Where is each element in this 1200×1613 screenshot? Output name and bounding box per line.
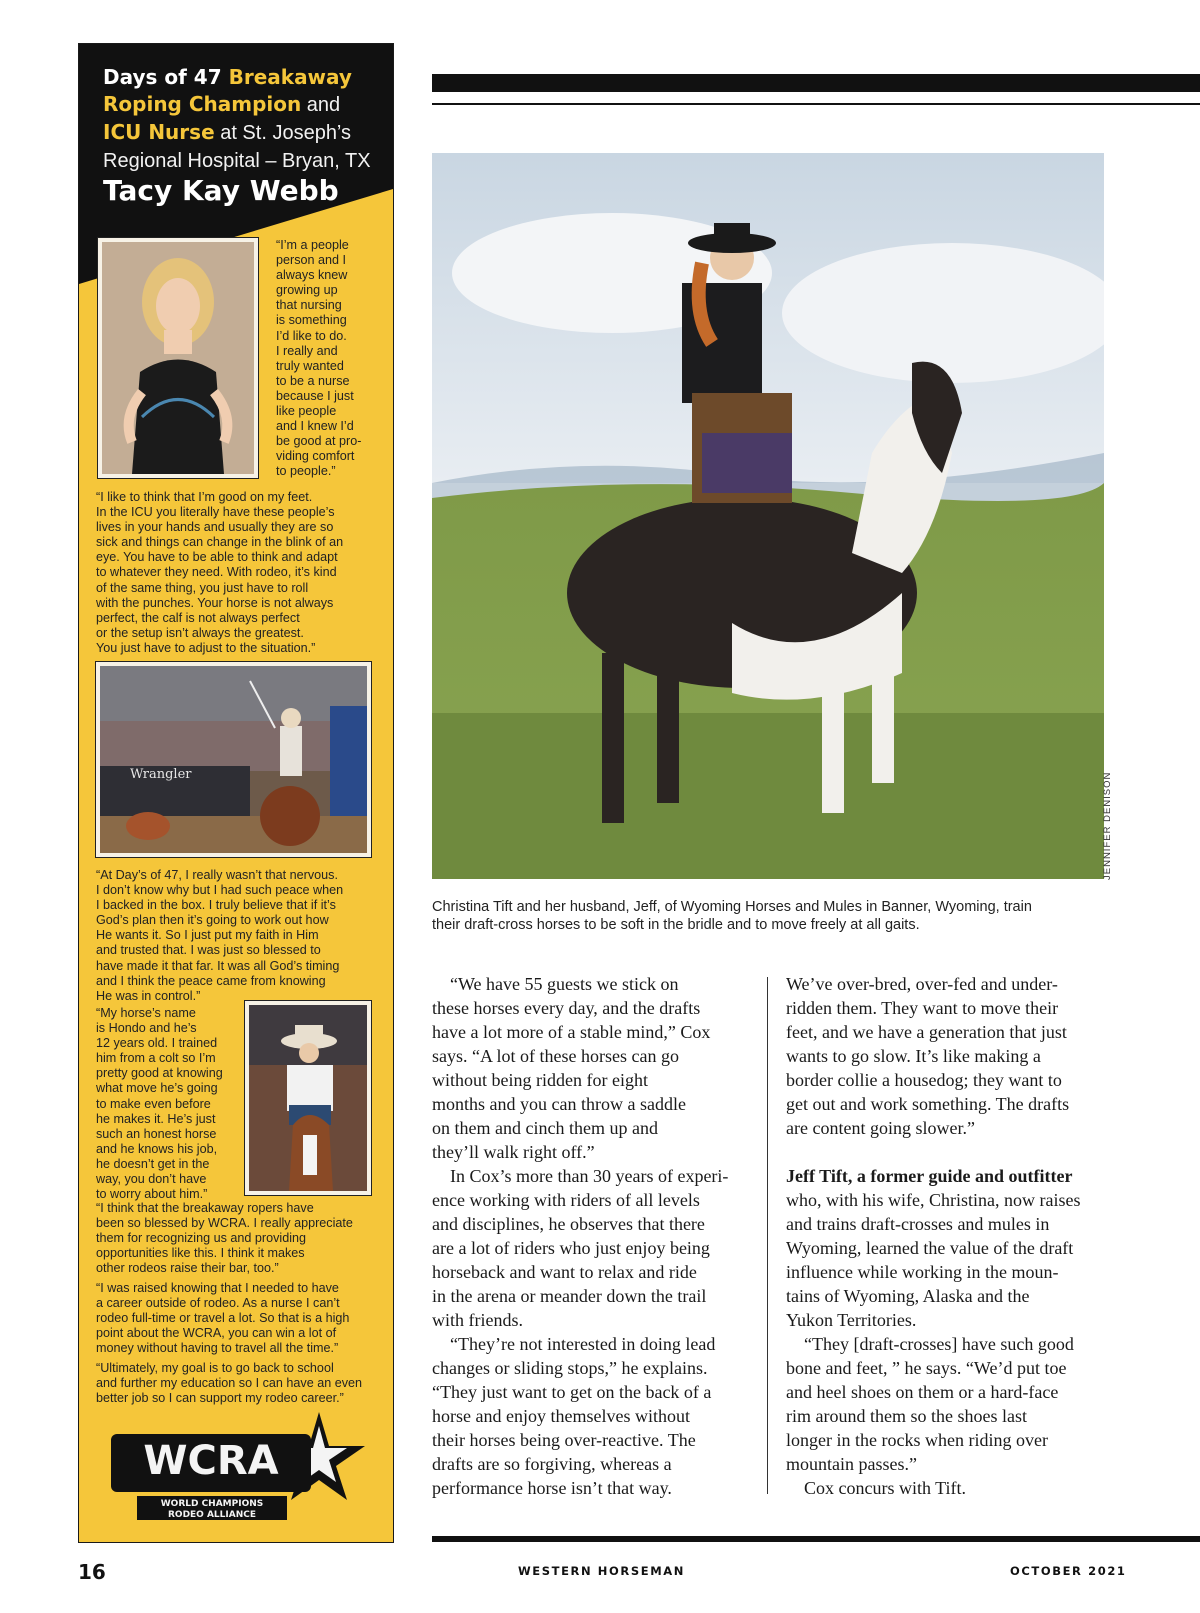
quote-line: always knew bbox=[276, 268, 348, 283]
quote-line: better job so I can support my rodeo career.” bbox=[96, 1391, 344, 1406]
quote-line: have made it that far. It was all God’s timing bbox=[96, 958, 340, 973]
caption-line: Christina Tift and her husband, Jeff, of Wyoming Horses and Mules in Banner, Wyoming, train bbox=[432, 899, 1032, 915]
quote-line: with the punches. Your horse is not always bbox=[96, 595, 334, 610]
article-line: “They just want to get on the back of a bbox=[432, 1382, 712, 1402]
quote-line: and trusted that. I was just so blessed to bbox=[96, 943, 321, 958]
quote-line: other rodeos raise their bar, too.” bbox=[96, 1261, 279, 1276]
portrait-photo bbox=[98, 238, 258, 478]
quote-line: and he knows his job, bbox=[96, 1141, 218, 1156]
quote-line: point about the WCRA, you can win a lot of bbox=[96, 1326, 337, 1341]
quote-line: is Hondo and he’s bbox=[96, 1021, 197, 1036]
article-line: are content going slower.” bbox=[786, 1118, 975, 1138]
article-line: without being ridden for eight bbox=[432, 1070, 648, 1090]
sidebar-name: Tacy Kay Webb bbox=[103, 174, 339, 207]
article-line: months and you can throw a saddle bbox=[432, 1094, 686, 1114]
top-rule-thin bbox=[432, 103, 1200, 105]
quote-line: I don’t know why but I had such peace when bbox=[96, 883, 344, 898]
bottom-rule bbox=[432, 1536, 1200, 1542]
wcra-logo bbox=[107, 1404, 367, 1524]
article-line: have a lot more of a stable mind,” Cox bbox=[432, 1022, 711, 1042]
quote-line: them for recognizing us and providing bbox=[96, 1231, 307, 1246]
top-rule-thick bbox=[432, 74, 1200, 92]
article-line: wants to go slow. It’s like making a bbox=[786, 1046, 1041, 1066]
quote-7 bbox=[96, 1361, 386, 1406]
quote-1 bbox=[276, 238, 388, 480]
horse-rider-photo bbox=[245, 1001, 371, 1195]
photo-caption bbox=[432, 898, 1112, 934]
article-line: bone and feet, ” he says. “We’d put toe bbox=[786, 1358, 1067, 1378]
quote-line: of the same thing, you just have to roll bbox=[96, 580, 309, 595]
quote-line: what move he’s going bbox=[96, 1081, 218, 1096]
article-line: on them and cinch them up and bbox=[432, 1118, 658, 1138]
article-column-right bbox=[786, 972, 1104, 1500]
article-line: are a lot of riders who just enjoy being bbox=[432, 1238, 710, 1258]
article-paragraph bbox=[432, 1164, 750, 1332]
quote-6 bbox=[96, 1281, 386, 1356]
article-line: drafts are so forgiving, whereas a bbox=[432, 1454, 672, 1474]
article-line: and disciplines, he observes that there bbox=[432, 1214, 705, 1234]
article-line: Cox concurs with Tift. bbox=[804, 1478, 967, 1498]
sidebar-box bbox=[78, 43, 394, 1543]
article-line: and trains draft-crosses and mules in bbox=[786, 1214, 1050, 1234]
quote-line: “I’m a people bbox=[276, 238, 349, 252]
rodeo-action-photo bbox=[96, 662, 371, 857]
portrait-image bbox=[102, 242, 254, 474]
quote-line: “I think that the breakaway ropers have bbox=[96, 1201, 314, 1215]
article-line: get out and work something. The drafts bbox=[786, 1094, 1070, 1114]
main-horse-image bbox=[432, 153, 1104, 879]
quote-line: perfect, the calf is not always perfect bbox=[96, 610, 300, 625]
wcra-logo-line1: WORLD CHAMPIONS bbox=[160, 1499, 264, 1509]
article-line: with friends. bbox=[432, 1310, 523, 1330]
wcra-logo-line2: RODEO ALLIANCE bbox=[167, 1510, 257, 1520]
quote-line: God’s plan then it’s going to work out how bbox=[96, 913, 329, 928]
quote-line: that nursing bbox=[276, 298, 342, 313]
quote-line: 12 years old. I trained bbox=[96, 1036, 218, 1051]
quote-line: rodeo full-time or travel a lot. So that is a high bbox=[96, 1311, 350, 1326]
quote-line: like people bbox=[276, 404, 337, 419]
quote-line: been so blessed by WCRA. I really appreciate bbox=[96, 1216, 353, 1231]
quote-line: “Ultimately, my goal is to go back to school bbox=[96, 1361, 334, 1375]
photo-credit: JENNIFER DENISON bbox=[1102, 771, 1113, 880]
article-line: changes or sliding stops,” he explains. bbox=[432, 1358, 708, 1378]
quote-line: way, you don’t have bbox=[96, 1172, 207, 1187]
caption-line: their draft-cross horses to be soft in the bridle and to move freely at all gaits. bbox=[432, 917, 920, 933]
quote-line: money without having to travel all the time.” bbox=[96, 1341, 339, 1356]
quote-line: and I knew I’d bbox=[276, 419, 354, 434]
quote-line: to whatever they need. With rodeo, it’s kind bbox=[96, 565, 337, 580]
quote-line: person and I bbox=[276, 253, 347, 268]
quote-line: I backed in the box. I truly believe that if it’s bbox=[96, 898, 336, 913]
quote-line: You just have to adjust to the situation.” bbox=[96, 640, 316, 655]
quote-line: I’d like to do. bbox=[276, 328, 347, 343]
article-line: their horses being over-reactive. The bbox=[432, 1430, 696, 1450]
quote-line: pretty good at knowing bbox=[96, 1066, 223, 1081]
quote-line: because I just bbox=[276, 388, 354, 403]
quote-2 bbox=[96, 490, 386, 656]
quote-line: to worry about him.” bbox=[96, 1187, 208, 1202]
wcra-logo-text: WCRA bbox=[143, 1438, 279, 1484]
article-line: influence while working in the moun- bbox=[786, 1262, 1059, 1282]
article-line: these horses every day, and the drafts bbox=[432, 998, 701, 1018]
article-line: who, with his wife, Christina, now raises bbox=[786, 1190, 1081, 1210]
article-line: “They’re not interested in doing lead bbox=[450, 1334, 716, 1354]
article-line: In Cox’s more than 30 years of experi- bbox=[450, 1166, 729, 1186]
article-line: horse and enjoy themselves without bbox=[432, 1406, 690, 1426]
quote-line: to make even before bbox=[96, 1096, 211, 1111]
rodeo-image bbox=[100, 666, 367, 853]
article-line: mountain passes.” bbox=[786, 1454, 917, 1474]
quote-line: I really and bbox=[276, 343, 338, 358]
quote-line: He wants it. So I just put my faith in Him bbox=[96, 928, 319, 943]
quote-3 bbox=[96, 868, 386, 1004]
paragraph-gap bbox=[786, 1140, 1104, 1164]
article-line: performance horse isn’t that way. bbox=[432, 1478, 672, 1498]
quote-line: viding comfort bbox=[276, 449, 355, 464]
quote-line: he makes it. He’s just bbox=[96, 1111, 216, 1126]
quote-line: he doesn’t get in the bbox=[96, 1156, 210, 1171]
article-line: horseback and want to relax and ride bbox=[432, 1262, 697, 1282]
horse-rider-image bbox=[249, 1005, 367, 1191]
quote-line: is something bbox=[276, 313, 347, 328]
quote-line: “I was raised knowing that I needed to have bbox=[96, 1281, 339, 1295]
quote-line: a career outside of rodeo. As a nurse I can’t bbox=[96, 1296, 340, 1311]
quote-line: He was in control.” bbox=[96, 988, 201, 1003]
quote-line: to be a nurse bbox=[276, 373, 350, 388]
article-line: “They [draft-crosses] have such good bbox=[804, 1334, 1074, 1354]
quote-line: growing up bbox=[276, 283, 338, 298]
article-line: Wyoming, learned the value of the draft bbox=[786, 1238, 1074, 1258]
quote-4 bbox=[96, 1006, 256, 1202]
article-line: and heel shoes on them or a hard-face bbox=[786, 1382, 1059, 1402]
quote-line: and further my education so I can have an even bbox=[96, 1376, 363, 1391]
main-horse-photo bbox=[432, 153, 1104, 879]
quote-line: sick and things can change in the blink of an bbox=[96, 535, 344, 550]
article-paragraph bbox=[432, 972, 750, 1164]
sidebar-headline: Days of 47 Breakaway Roping Champion and ICU Nurse at St. Joseph’s Regional Hospital – Bryan, TX bbox=[103, 65, 371, 172]
quote-line: “My horse’s name bbox=[96, 1006, 196, 1020]
quote-line: or the setup isn’t always the greatest. bbox=[96, 625, 304, 640]
article-line: feet, and we have a generation that just bbox=[786, 1022, 1067, 1042]
article-line: border collie a housedog; they want to bbox=[786, 1070, 1062, 1090]
quote-line: lives in your hands and usually they are so bbox=[96, 520, 334, 535]
page-number: 16 bbox=[78, 1560, 106, 1584]
article-line: says. “A lot of these horses can go bbox=[432, 1046, 679, 1066]
article-line: ence working with riders of all levels bbox=[432, 1190, 700, 1210]
quote-line: and I think the peace came from knowing bbox=[96, 973, 326, 988]
article-column-left bbox=[432, 972, 750, 1500]
quote-line: eye. You have to be able to think and adapt bbox=[96, 550, 338, 565]
article-line: in the arena or meander down the trail bbox=[432, 1286, 707, 1306]
article-line: ridden them. They want to move their bbox=[786, 998, 1059, 1018]
quote-line: In the ICU you literally have these people’s bbox=[96, 505, 335, 520]
article-line: rim around them so the shoes last bbox=[786, 1406, 1027, 1426]
article-line: tains of Wyoming, Alaska and the bbox=[786, 1286, 1030, 1306]
quote-line: such an honest horse bbox=[96, 1126, 217, 1141]
quote-line: truly wanted bbox=[276, 358, 344, 373]
quote-line: to people.” bbox=[276, 464, 336, 479]
article-line: “We have 55 guests we stick on bbox=[450, 974, 679, 994]
quote-line: “I like to think that I’m good on my feet. bbox=[96, 490, 313, 504]
quote-5 bbox=[96, 1201, 386, 1276]
article-line: they’ll walk right off.” bbox=[432, 1142, 595, 1162]
article-line: Yukon Territories. bbox=[786, 1310, 917, 1330]
column-divider bbox=[767, 977, 768, 1494]
quote-line: “At Day’s of 47, I really wasn’t that nervous. bbox=[96, 868, 338, 882]
quote-line: be good at pro- bbox=[276, 434, 362, 449]
quote-line: opportunities like this. I think it makes bbox=[96, 1246, 305, 1261]
magazine-name: WESTERN HORSEMAN bbox=[518, 1564, 685, 1578]
wrangler-banner-text: Wrangler bbox=[130, 767, 192, 782]
article-paragraph bbox=[432, 1332, 750, 1500]
article-line: longer in the rocks when riding over bbox=[786, 1430, 1048, 1450]
quote-line: him from a colt so I’m bbox=[96, 1051, 216, 1066]
bold-lead-in: Jeff Tift, a former guide and outfitter bbox=[786, 1166, 1073, 1186]
article-line: We’ve over-bred, over-fed and under- bbox=[786, 974, 1058, 994]
issue-date: OCTOBER 2021 bbox=[1010, 1564, 1127, 1578]
